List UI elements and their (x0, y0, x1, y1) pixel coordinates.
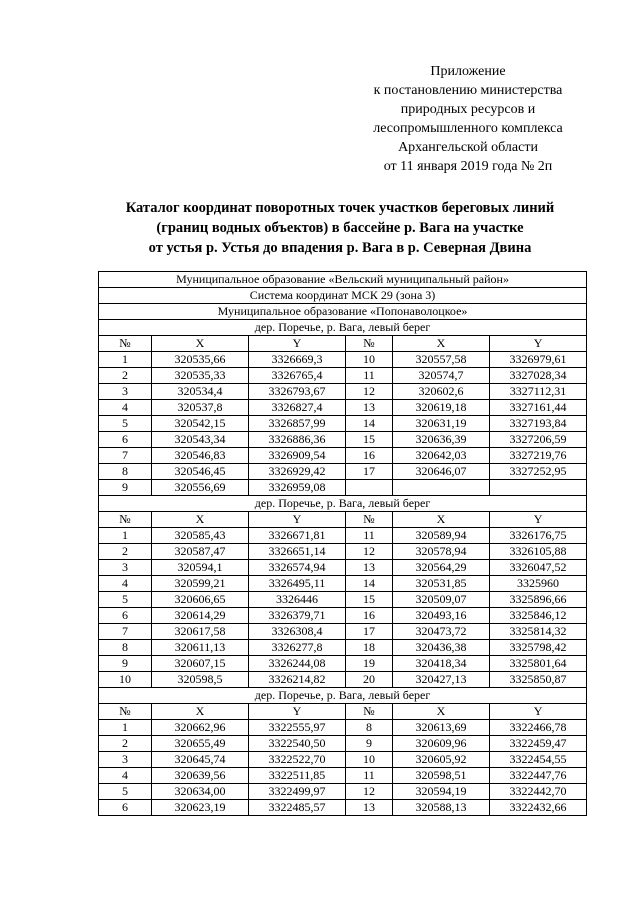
table-cell: 320598,51 (393, 768, 490, 784)
table-cell: 3326827,4 (249, 400, 346, 416)
table-cell: 8 (346, 720, 393, 736)
table-cell: 320594,19 (393, 784, 490, 800)
column-header: Y (490, 336, 587, 352)
table-cell: 320623,19 (152, 800, 249, 816)
table-cell: 13 (346, 560, 393, 576)
table-cell: 3327252,95 (490, 464, 587, 480)
table-cell: 3326929,42 (249, 464, 346, 480)
table-cell: 3325814,32 (490, 624, 587, 640)
table-cell: 320655,49 (152, 736, 249, 752)
table-cell: 12 (346, 384, 393, 400)
table-cell: 320556,69 (152, 480, 249, 496)
table-row (99, 784, 587, 800)
table-cell: 3326651,14 (249, 544, 346, 560)
table-cell: 11 (346, 528, 393, 544)
table-cell: 320607,15 (152, 656, 249, 672)
table-cell (490, 480, 587, 496)
table-cell: 4 (99, 576, 152, 592)
table-cell: 12 (346, 544, 393, 560)
table-cell: 320436,38 (393, 640, 490, 656)
table-cell: 9 (346, 736, 393, 752)
table-cell: 16 (346, 608, 393, 624)
table-cell: 320613,69 (393, 720, 490, 736)
column-header: X (393, 336, 490, 352)
subdivision-row (99, 304, 587, 320)
table-cell: 3322522,70 (249, 752, 346, 768)
table-cell: 10 (346, 752, 393, 768)
table-row (99, 464, 587, 480)
table-row (99, 352, 587, 368)
column-header-row (99, 512, 587, 528)
table-row (99, 624, 587, 640)
table-row (99, 656, 587, 672)
column-header: X (152, 336, 249, 352)
table-cell: 3326765,4 (249, 368, 346, 384)
table-cell: 3 (99, 384, 152, 400)
column-header: Y (249, 512, 346, 528)
table-cell: 3322459,47 (490, 736, 587, 752)
table-cell: 10 (346, 352, 393, 368)
table-cell: 2 (99, 736, 152, 752)
column-header: № (99, 512, 152, 528)
table-cell: 13 (346, 800, 393, 816)
section-caption: дер. Поречье, р. Вага, левый берег (99, 688, 587, 704)
table-cell: 7 (99, 448, 152, 464)
table-cell: 3326959,08 (249, 480, 346, 496)
table-cell: 3322511,85 (249, 768, 346, 784)
table-cell: 3326047,52 (490, 560, 587, 576)
table-cell: 18 (346, 640, 393, 656)
appendix-line: Приложение (430, 64, 506, 79)
table-cell: 320662,96 (152, 720, 249, 736)
table-cell: 3327161,44 (490, 400, 587, 416)
table-cell: 3326793,67 (249, 384, 346, 400)
title-line: от устья р. Устья до впадения р. Вага в р. Северная Двина (148, 240, 532, 256)
table-row (99, 400, 587, 416)
table-cell: 3322540,50 (249, 736, 346, 752)
table-cell: 14 (346, 416, 393, 432)
table-cell: 320605,92 (393, 752, 490, 768)
table-cell: 320642,03 (393, 448, 490, 464)
table-cell: 320537,8 (152, 400, 249, 416)
table-cell: 3326886,36 (249, 432, 346, 448)
table-cell: 320574,7 (393, 368, 490, 384)
table-cell: 3327028,34 (490, 368, 587, 384)
column-header-row (99, 704, 587, 720)
table-cell: 3325798,42 (490, 640, 587, 656)
appendix-line: от 11 января 2019 года № 2п (383, 159, 553, 174)
appendix-line: лесопромышленного комплекса (373, 121, 563, 136)
table-cell: 320473,72 (393, 624, 490, 640)
table-row (99, 576, 587, 592)
table-cell: 320645,74 (152, 752, 249, 768)
table-cell: 3326214,82 (249, 672, 346, 688)
table-cell: 3327206,59 (490, 432, 587, 448)
table-cell: 320617,58 (152, 624, 249, 640)
catalog-body (99, 272, 587, 816)
table-cell: 320585,43 (152, 528, 249, 544)
table-cell: 3327193,84 (490, 416, 587, 432)
table-row (99, 448, 587, 464)
table-cell: 3322432,66 (490, 800, 587, 816)
table-cell: 3326669,3 (249, 352, 346, 368)
subdivision-cell: Муниципальное образование «Попонаволоцкое» (99, 304, 587, 320)
table-cell: 4 (99, 768, 152, 784)
table-cell: 3325896,66 (490, 592, 587, 608)
appendix-header (330, 62, 606, 176)
table-row (99, 592, 587, 608)
table-cell: 320493,16 (393, 608, 490, 624)
column-header-row (99, 336, 587, 352)
table-cell: 8 (99, 640, 152, 656)
table-cell: 3322485,57 (249, 800, 346, 816)
table-cell: 6 (99, 608, 152, 624)
table-cell: 320594,1 (152, 560, 249, 576)
table-row (99, 480, 587, 496)
table-cell: 3325850,87 (490, 672, 587, 688)
table-cell: 3326979,61 (490, 352, 587, 368)
table-cell: 1 (99, 528, 152, 544)
table-cell: 9 (99, 656, 152, 672)
table-cell: 320588,13 (393, 800, 490, 816)
table-cell: 3325801,64 (490, 656, 587, 672)
table-cell: 16 (346, 448, 393, 464)
table-cell: 3325960 (490, 576, 587, 592)
table-cell: 14 (346, 576, 393, 592)
column-header: X (393, 704, 490, 720)
table-cell: 3326857,99 (249, 416, 346, 432)
table-cell: 3326495,11 (249, 576, 346, 592)
table-cell: 11 (346, 768, 393, 784)
table-cell: 5 (99, 592, 152, 608)
table-row (99, 528, 587, 544)
table-cell: 320589,94 (393, 528, 490, 544)
column-header: X (152, 512, 249, 528)
table-cell: 320646,07 (393, 464, 490, 480)
table-cell: 15 (346, 432, 393, 448)
table-cell: 11 (346, 368, 393, 384)
title-line: Каталог координат поворотных точек участков береговых линий (125, 200, 555, 216)
table-cell: 3326574,94 (249, 560, 346, 576)
column-header: Y (249, 704, 346, 720)
table-cell: 320636,39 (393, 432, 490, 448)
table-cell: 320509,07 (393, 592, 490, 608)
table-cell: 3322442,70 (490, 784, 587, 800)
table-row (99, 736, 587, 752)
table-cell: 19 (346, 656, 393, 672)
table-cell: 15 (346, 592, 393, 608)
table-cell: 320602,6 (393, 384, 490, 400)
table-cell: 20 (346, 672, 393, 688)
table-cell: 320606,65 (152, 592, 249, 608)
table-cell: 7 (99, 624, 152, 640)
table-cell: 3327112,31 (490, 384, 587, 400)
table-cell: 3322447,76 (490, 768, 587, 784)
table-cell (346, 480, 393, 496)
column-header: Y (490, 704, 587, 720)
table-cell: 3326308,4 (249, 624, 346, 640)
table-cell: 3326277,8 (249, 640, 346, 656)
table-cell: 320543,34 (152, 432, 249, 448)
column-header: № (346, 336, 393, 352)
column-header: № (346, 704, 393, 720)
table-cell: 3327219,76 (490, 448, 587, 464)
table-cell: 320535,66 (152, 352, 249, 368)
column-header: Y (249, 336, 346, 352)
table-cell: 3322466,78 (490, 720, 587, 736)
table-cell: 17 (346, 464, 393, 480)
column-header: № (99, 704, 152, 720)
section-caption-row (99, 688, 587, 704)
table-cell: 320418,34 (393, 656, 490, 672)
table-cell: 3325846,12 (490, 608, 587, 624)
table-cell: 320619,18 (393, 400, 490, 416)
table-cell: 3326379,71 (249, 608, 346, 624)
table-cell: 3322499,97 (249, 784, 346, 800)
table-cell: 13 (346, 400, 393, 416)
table-cell: 6 (99, 432, 152, 448)
table-cell: 320614,29 (152, 608, 249, 624)
table-row (99, 432, 587, 448)
table-cell: 320534,4 (152, 384, 249, 400)
section-caption-row (99, 496, 587, 512)
table-row (99, 608, 587, 624)
table-row (99, 768, 587, 784)
table-cell: 1 (99, 720, 152, 736)
table-cell: 320535,33 (152, 368, 249, 384)
table-cell: 320598,5 (152, 672, 249, 688)
table-cell: 320631,19 (393, 416, 490, 432)
table-cell: 2 (99, 544, 152, 560)
column-header: Y (490, 512, 587, 528)
table-cell: 10 (99, 672, 152, 688)
table-row (99, 640, 587, 656)
table-row (99, 544, 587, 560)
appendix-line: к постановлению министерства (373, 83, 563, 98)
table-row (99, 416, 587, 432)
table-cell: 3326176,75 (490, 528, 587, 544)
coordinate-catalog-table (98, 271, 587, 816)
column-header: № (99, 336, 152, 352)
table-cell (393, 480, 490, 496)
coord-system-row (99, 288, 587, 304)
table-cell: 5 (99, 784, 152, 800)
table-cell: 2 (99, 368, 152, 384)
document-title (60, 198, 620, 258)
table-cell: 3326105,88 (490, 544, 587, 560)
section-caption-row (99, 320, 587, 336)
table-cell: 3326446 (249, 592, 346, 608)
section-caption: дер. Поречье, р. Вага, левый берег (99, 320, 587, 336)
table-cell: 320599,21 (152, 576, 249, 592)
title-line: (границ водных объектов) в бассейне р. Вага на участке (156, 220, 524, 236)
table-cell: 320542,15 (152, 416, 249, 432)
table-row (99, 720, 587, 736)
appendix-line: природных ресурсов и (400, 102, 536, 117)
table-cell: 4 (99, 400, 152, 416)
table-row (99, 384, 587, 400)
table-row (99, 752, 587, 768)
table-cell: 3 (99, 560, 152, 576)
table-cell: 3326244,08 (249, 656, 346, 672)
municipality-row (99, 272, 587, 288)
table-cell: 320557,58 (393, 352, 490, 368)
column-header: № (346, 512, 393, 528)
section-caption: дер. Поречье, р. Вага, левый берег (99, 496, 587, 512)
table-cell: 320546,83 (152, 448, 249, 464)
table-cell: 17 (346, 624, 393, 640)
table-cell: 320564,29 (393, 560, 490, 576)
column-header: X (152, 704, 249, 720)
table-cell: 5 (99, 416, 152, 432)
table-row (99, 800, 587, 816)
municipality-cell: Муниципальное образование «Вельский муниципальный район» (99, 272, 587, 288)
table-cell: 3326671,81 (249, 528, 346, 544)
table-row (99, 368, 587, 384)
table-cell: 320639,56 (152, 768, 249, 784)
table-cell: 12 (346, 784, 393, 800)
table-cell: 320611,13 (152, 640, 249, 656)
table-cell: 9 (99, 480, 152, 496)
coord-system-cell: Система координат МСК 29 (зона 3) (99, 288, 587, 304)
table-cell: 3322555,97 (249, 720, 346, 736)
table-cell: 1 (99, 352, 152, 368)
table-cell: 3326909,54 (249, 448, 346, 464)
table-cell: 3 (99, 752, 152, 768)
table-cell: 8 (99, 464, 152, 480)
table-cell: 320634,00 (152, 784, 249, 800)
table-cell: 320531,85 (393, 576, 490, 592)
table-cell: 320609,96 (393, 736, 490, 752)
table-cell: 3322454,55 (490, 752, 587, 768)
table-cell: 6 (99, 800, 152, 816)
table-cell: 320587,47 (152, 544, 249, 560)
table-cell: 320427,13 (393, 672, 490, 688)
table-row (99, 560, 587, 576)
column-header: X (393, 512, 490, 528)
table-cell: 320578,94 (393, 544, 490, 560)
table-row (99, 672, 587, 688)
table-cell: 320546,45 (152, 464, 249, 480)
appendix-line: Архангельской области (398, 140, 538, 155)
